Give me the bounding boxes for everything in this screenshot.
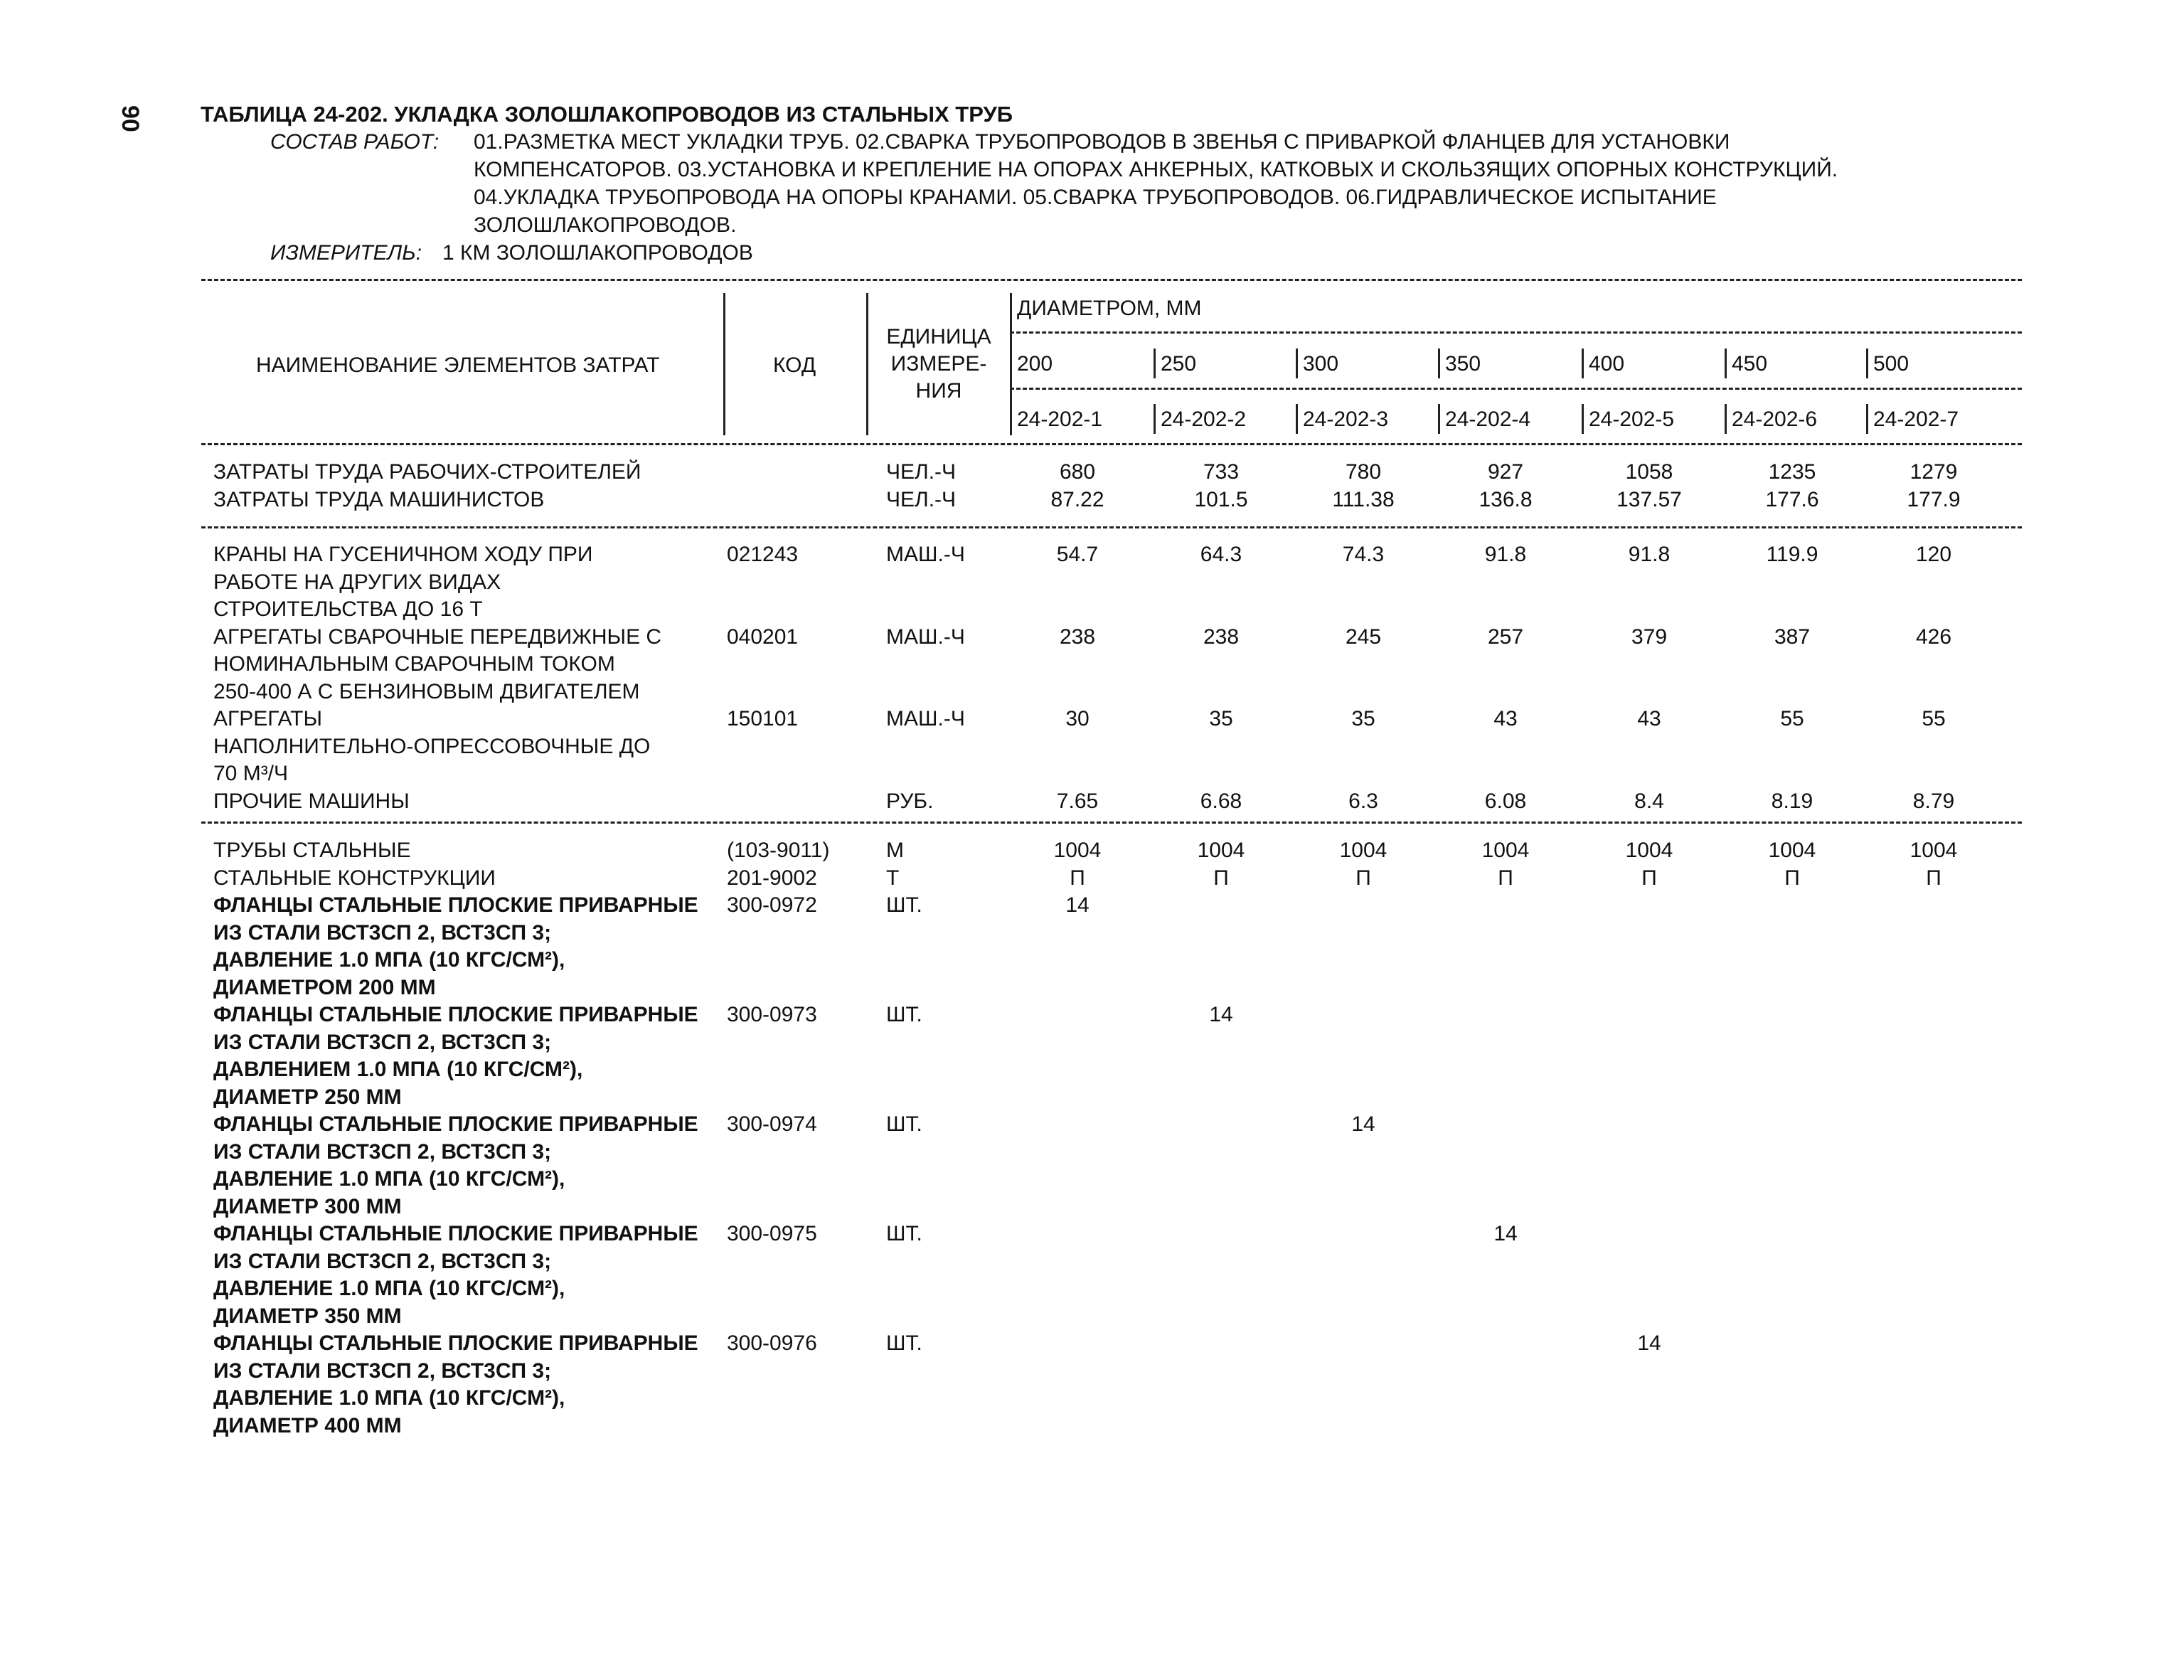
machine-value-1-0: 238 — [1059, 624, 1096, 649]
code-24-202-7: 24-202-7 — [1873, 408, 1959, 431]
material-value-0-0: 1004 — [1053, 839, 1102, 862]
machine-value-0-3: 91.8 — [1484, 543, 1527, 566]
col-sep-d2 — [1154, 349, 1156, 378]
material-code-6: 300-0976 — [727, 1331, 817, 1355]
header-code: КОД — [773, 353, 816, 377]
measure-value: 1 КМ ЗОЛОШЛАКОПРОВОДОВ — [442, 241, 753, 265]
col-sep-c7 — [1866, 404, 1868, 434]
material-name-4-2: ДАВЛЕНИЕ 1.0 МПА (10 КГС/СМ²), — [213, 1167, 565, 1191]
material-name-1-0: СТАЛЬНЫЕ КОНСТРУКЦИИ — [213, 866, 496, 890]
material-name-2-2: ДАВЛЕНИЕ 1.0 МПА (10 КГС/СМ²), — [213, 948, 565, 972]
diameter-300: 300 — [1303, 352, 1339, 376]
header-name: НАИМЕНОВАНИЕ ЭЛЕМЕНТОВ ЗАТРАТ — [256, 353, 660, 377]
machine-value-0-4: 91.8 — [1628, 543, 1671, 566]
material-name-6-2: ДАВЛЕНИЕ 1.0 МПА (10 КГС/СМ²), — [213, 1386, 565, 1410]
col-sep-unit — [866, 293, 868, 435]
machine-value-3-2: 6.3 — [1348, 789, 1378, 813]
material-value-0-1: 1004 — [1197, 839, 1245, 862]
rule-labor-bottom — [201, 526, 2022, 528]
machine-code-1: 040201 — [727, 624, 799, 649]
machine-value-1-5: 387 — [1774, 624, 1811, 649]
machine-value-3-5: 8.19 — [1771, 789, 1813, 813]
labor-unit-0: ЧЕЛ.-Ч — [886, 460, 957, 484]
labor-value-0-4: 1058 — [1625, 460, 1673, 484]
code-24-202-1: 24-202-1 — [1017, 408, 1103, 431]
col-sep-d5 — [1582, 349, 1584, 378]
material-unit-3: ШТ. — [886, 1003, 922, 1026]
labor-value-1-1: 101.5 — [1194, 487, 1248, 511]
code-24-202-5: 24-202-5 — [1589, 408, 1675, 431]
labor-value-0-3: 927 — [1487, 460, 1524, 484]
material-name-3-1: ИЗ СТАЛИ ВСТ3СП 2, ВСТ3СП 3; — [213, 1030, 552, 1054]
header-diameter: ДИАМЕТРОМ, ММ — [1017, 297, 1202, 320]
material-value-0-5: 1004 — [1768, 839, 1816, 862]
machine-value-0-2: 74.3 — [1342, 543, 1385, 566]
material-value-0-3: 1004 — [1481, 839, 1530, 862]
code-24-202-4: 24-202-4 — [1445, 408, 1531, 431]
material-value-4-2: 14 — [1351, 1112, 1375, 1136]
material-name-5-2: ДАВЛЕНИЕ 1.0 МПА (10 КГС/СМ²), — [213, 1277, 565, 1300]
machine-name-2-0: АГРЕГАТЫ — [213, 707, 323, 730]
material-unit-0: М — [886, 839, 904, 862]
col-sep-c3 — [1296, 404, 1298, 434]
code-24-202-3: 24-202-3 — [1303, 408, 1389, 431]
material-name-6-1: ИЗ СТАЛИ ВСТ3СП 2, ВСТ3СП 3; — [213, 1359, 552, 1383]
material-value-0-6: 1004 — [1909, 839, 1958, 862]
machine-name-1-1: НОМИНАЛЬНЫМ СВАРОЧНЫМ ТОКОМ — [213, 652, 615, 676]
header-unit-2: ИЗМЕРЕ- — [890, 352, 987, 376]
material-value-1-5: П — [1784, 866, 1800, 890]
labor-name-1-0: ЗАТРАТЫ ТРУДА МАШИНИСТОВ — [213, 487, 545, 511]
machine-unit-2: МАШ.-Ч — [886, 707, 965, 730]
machine-value-2-5: 55 — [1780, 707, 1804, 730]
machine-unit-0: МАШ.-Ч — [886, 543, 965, 566]
material-name-4-0: ФЛАНЦЫ СТАЛЬНЫЕ ПЛОСКИЕ ПРИВАРНЫЕ — [213, 1112, 698, 1136]
machine-unit-1: МАШ.-Ч — [886, 624, 965, 649]
material-value-0-4: 1004 — [1625, 839, 1673, 862]
labor-value-0-0: 680 — [1059, 460, 1096, 484]
material-code-4: 300-0974 — [727, 1112, 817, 1136]
material-code-0: (103-9011) — [727, 839, 830, 862]
col-sep-c4 — [1438, 404, 1440, 434]
material-code-3: 300-0973 — [727, 1003, 817, 1026]
material-unit-1: Т — [886, 866, 900, 890]
material-code-1: 201-9002 — [727, 866, 817, 890]
machine-value-1-3: 257 — [1487, 624, 1524, 649]
labor-value-1-4: 137.57 — [1616, 487, 1682, 511]
material-value-3-1: 14 — [1209, 1003, 1233, 1026]
machine-value-1-6: 426 — [1915, 624, 1952, 649]
work-line-3: 04.УКЛАДКА ТРУБОПРОВОДА НА ОПОРЫ КРАНАМИ. 05.СВАРКА ТРУБОПРОВОДОВ. 06.ГИДРАВЛИЧЕСКОЕ ИСПЫТАНИЕ — [474, 186, 1717, 209]
labor-value-0-5: 1235 — [1768, 460, 1816, 484]
material-name-3-2: ДАВЛЕНИЕМ 1.0 МПА (10 КГС/СМ²), — [213, 1058, 583, 1081]
machine-value-2-6: 55 — [1922, 707, 1946, 730]
diameter-250: 250 — [1161, 352, 1197, 376]
labor-value-0-1: 733 — [1203, 460, 1240, 484]
labor-value-1-3: 136.8 — [1479, 487, 1533, 511]
work-line-1: 01.РАЗМЕТКА МЕСТ УКЛАДКИ ТРУБ. 02.СВАРКА ТРУБОПРОВОДОВ В ЗВЕНЬЯ С ПРИВАРКОЙ ФЛАНЦЕВ ДЛЯ УСТАНОВКИ — [474, 130, 1730, 154]
col-sep-d6 — [1725, 349, 1727, 378]
rule-machines-bottom — [201, 822, 2022, 824]
machine-name-2-2: 70 М³/Ч — [213, 762, 289, 785]
machine-code-2: 150101 — [727, 707, 799, 730]
material-value-1-0: П — [1070, 866, 1085, 890]
machine-value-0-1: 64.3 — [1200, 543, 1242, 566]
machine-value-1-1: 238 — [1203, 624, 1240, 649]
material-value-0-2: 1004 — [1339, 839, 1387, 862]
header-unit-3: НИЯ — [915, 379, 962, 403]
code-24-202-2: 24-202-2 — [1161, 408, 1247, 431]
machine-value-3-3: 6.08 — [1484, 789, 1527, 813]
code-24-202-6: 24-202-6 — [1732, 408, 1818, 431]
material-value-2-0: 14 — [1065, 893, 1090, 917]
rule-header-bottom — [201, 443, 2022, 445]
col-sep-c5 — [1582, 404, 1584, 434]
machine-name-0-0: КРАНЫ НА ГУСЕНИЧНОМ ХОДУ ПРИ — [213, 543, 593, 566]
diameter-500: 500 — [1873, 352, 1909, 376]
material-name-3-0: ФЛАНЦЫ СТАЛЬНЫЕ ПЛОСКИЕ ПРИВАРНЫЕ — [213, 1003, 698, 1026]
machine-name-0-1: РАБОТЕ НА ДРУГИХ ВИДАХ — [213, 570, 501, 594]
machine-value-2-0: 30 — [1065, 707, 1090, 730]
material-name-0-0: ТРУБЫ СТАЛЬНЫЕ — [213, 839, 411, 862]
material-unit-5: ШТ. — [886, 1222, 922, 1245]
page-number: 90 — [117, 105, 144, 132]
machine-value-2-3: 43 — [1493, 707, 1518, 730]
material-value-5-3: 14 — [1493, 1222, 1518, 1245]
labor-value-0-6: 1279 — [1909, 460, 1958, 484]
diameter-350: 350 — [1445, 352, 1481, 376]
col-sep-c2 — [1154, 404, 1156, 434]
labor-value-0-2: 780 — [1345, 460, 1382, 484]
material-name-2-1: ИЗ СТАЛИ ВСТ3СП 2, ВСТ3СП 3; — [213, 920, 552, 945]
machine-name-1-0: АГРЕГАТЫ СВАРОЧНЫЕ ПЕРЕДВИЖНЫЕ С — [213, 624, 662, 649]
col-sep-d7 — [1866, 349, 1868, 378]
machine-value-3-4: 8.4 — [1634, 789, 1664, 813]
labor-value-1-2: 111.38 — [1332, 487, 1395, 511]
material-code-2: 300-0972 — [727, 893, 817, 917]
machine-value-1-4: 379 — [1631, 624, 1668, 649]
material-unit-2: ШТ. — [886, 893, 922, 917]
col-sep-values — [1010, 293, 1012, 435]
machine-value-2-2: 35 — [1351, 707, 1375, 730]
measure-label: ИЗМЕРИТЕЛЬ: — [270, 241, 422, 265]
material-value-1-4: П — [1641, 866, 1657, 890]
material-value-1-1: П — [1213, 866, 1229, 890]
labor-unit-1: ЧЕЛ.-Ч — [886, 487, 957, 511]
machine-value-0-6: 120 — [1915, 543, 1952, 566]
material-name-5-0: ФЛАНЦЫ СТАЛЬНЫЕ ПЛОСКИЕ ПРИВАРНЫЕ — [213, 1222, 698, 1245]
machine-value-1-2: 245 — [1345, 624, 1382, 649]
material-name-6-3: ДИАМЕТР 400 ММ — [213, 1413, 402, 1437]
machine-name-0-2: СТРОИТЕЛЬСТВА ДО 16 Т — [213, 597, 483, 621]
labor-value-1-6: 177.9 — [1907, 487, 1961, 511]
machine-name-2-1: НАПОЛНИТЕЛЬНО-ОПРЕССОВОЧНЫЕ ДО — [213, 734, 651, 758]
material-unit-6: ШТ. — [886, 1331, 922, 1355]
col-sep-code — [723, 293, 725, 435]
material-name-4-3: ДИАМЕТР 300 ММ — [213, 1194, 402, 1218]
machine-value-0-5: 119.9 — [1766, 543, 1818, 566]
machine-name-1-2: 250-400 А С БЕНЗИНОВЫМ ДВИГАТЕЛЕМ — [213, 679, 640, 703]
col-sep-d4 — [1438, 349, 1440, 378]
machine-unit-3: РУБ. — [886, 789, 934, 813]
col-sep-d3 — [1296, 349, 1298, 378]
material-value-6-4: 14 — [1637, 1331, 1661, 1355]
material-name-6-0: ФЛАНЦЫ СТАЛЬНЫЕ ПЛОСКИЕ ПРИВАРНЫЕ — [213, 1331, 698, 1355]
rule-codes — [1010, 388, 2022, 390]
work-line-4: ЗОЛОШЛАКОПРОВОДОВ. — [474, 213, 737, 237]
diameter-400: 400 — [1589, 352, 1625, 376]
material-name-5-3: ДИАМЕТР 350 ММ — [213, 1304, 402, 1328]
material-name-2-0: ФЛАНЦЫ СТАЛЬНЫЕ ПЛОСКИЕ ПРИВАРНЫЕ — [213, 893, 698, 917]
table-title: ТАБЛИЦА 24-202. УКЛАДКА ЗОЛОШЛАКОПРОВОДОВ ИЗ СТАЛЬНЫХ ТРУБ — [201, 102, 1013, 127]
material-unit-4: ШТ. — [886, 1112, 922, 1136]
material-name-5-1: ИЗ СТАЛИ ВСТ3СП 2, ВСТ3СП 3; — [213, 1249, 552, 1273]
material-value-1-3: П — [1498, 866, 1513, 890]
material-value-1-6: П — [1926, 866, 1941, 890]
material-value-1-2: П — [1355, 866, 1371, 890]
material-name-3-3: ДИАМЕТР 250 ММ — [213, 1085, 402, 1109]
material-code-5: 300-0975 — [727, 1222, 817, 1245]
machine-value-3-0: 7.65 — [1056, 789, 1099, 813]
col-sep-c6 — [1725, 404, 1727, 434]
material-name-4-1: ИЗ СТАЛИ ВСТ3СП 2, ВСТ3СП 3; — [213, 1139, 552, 1164]
machine-value-0-0: 54.7 — [1056, 543, 1099, 566]
material-name-2-3: ДИАМЕТРОМ 200 ММ — [213, 975, 436, 999]
machine-name-3-0: ПРОЧИЕ МАШИНЫ — [213, 789, 410, 813]
machine-value-3-6: 8.79 — [1912, 789, 1955, 813]
diameter-450: 450 — [1732, 352, 1768, 376]
rule-top — [201, 279, 2022, 281]
rule-diameter — [1010, 331, 2022, 334]
labor-value-1-0: 87.22 — [1050, 487, 1104, 511]
machine-value-2-4: 43 — [1637, 707, 1661, 730]
labor-name-0-0: ЗАТРАТЫ ТРУДА РАБОЧИХ-СТРОИТЕЛЕЙ — [213, 460, 641, 484]
diameter-200: 200 — [1017, 352, 1053, 376]
header-unit-1: ЕДИНИЦА — [886, 325, 991, 349]
machine-value-3-1: 6.68 — [1200, 789, 1242, 813]
machine-code-0: 021243 — [727, 543, 799, 566]
work-composition-label: СОСТАВ РАБОТ: — [270, 130, 440, 154]
machine-value-2-1: 35 — [1209, 707, 1233, 730]
work-line-2: КОМПЕНСАТОРОВ. 03.УСТАНОВКА И КРЕПЛЕНИЕ НА ОПОРАХ АНКЕРНЫХ, КАТКОВЫХ И СКОЛЬЗЯЩИХ ОПОРНЫХ КОНСТРУКЦИЙ. — [474, 158, 1838, 181]
labor-value-1-5: 177.6 — [1765, 487, 1819, 511]
